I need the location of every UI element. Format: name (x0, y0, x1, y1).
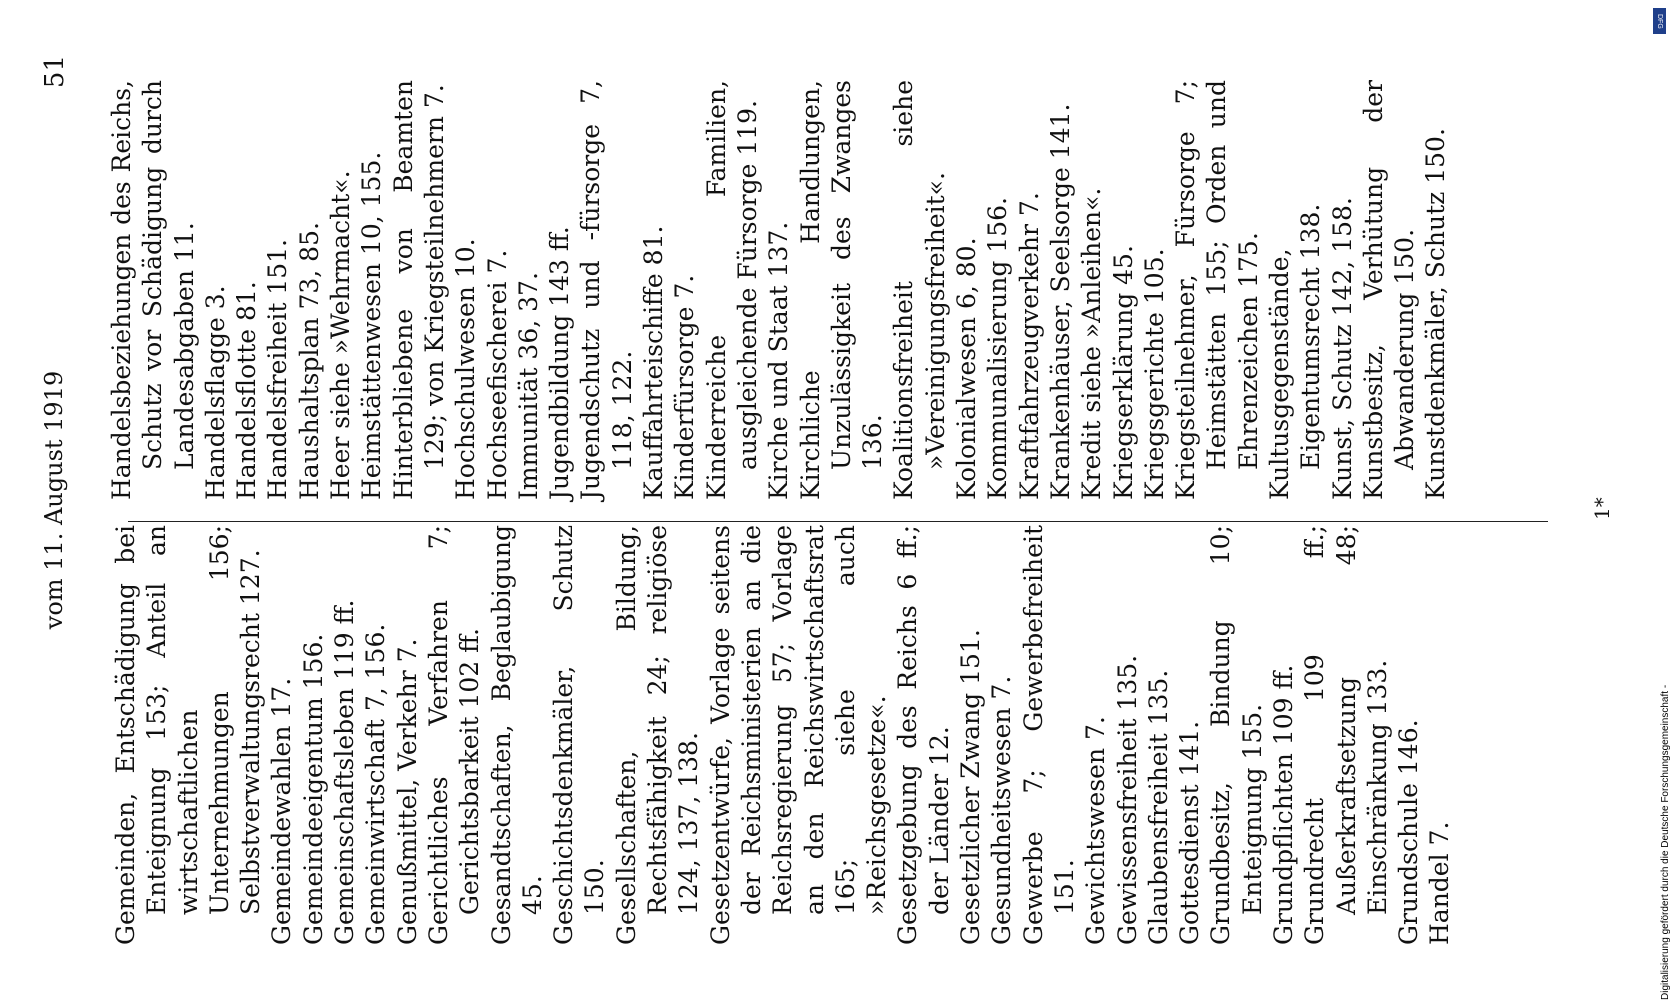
index-entry: Geschichtsdenkmäler, Schutz 150. (549, 525, 610, 945)
index-column-left (110, 525, 1456, 945)
column-divider (128, 521, 1548, 522)
index-entry: Gemeinwirtschaft 7, 156. (361, 623, 391, 945)
index-entry: Haushaltsplan 73, 85. (294, 222, 324, 500)
page-number: 51 (40, 55, 70, 89)
digitization-note: Digitalisierung gefördert durch die Deutsche Forschungsgemeinschaft - (1660, 684, 1671, 1000)
index-entry: Kriegsgerichte 105. (1139, 248, 1169, 500)
index-entry: Kultusgegenstände, Eigentumsrecht 138. (1264, 203, 1326, 500)
index-entry: Kirche und Staat 137. (764, 221, 794, 500)
index-entry: Kauffahrteischiffe 81. (639, 225, 669, 500)
page-header (40, 55, 70, 945)
index-entry: Genußmittel, Verkehr 7. (392, 638, 422, 945)
index-entry: Heimstättenwesen 10, 155. (357, 151, 387, 500)
index-entry: Gemeinden, Entschädigung bei Enteignung 153; Anteil an wirtschaftlichen Unternehmungen 156; Selbstverwaltungsrecht 127. (111, 525, 266, 945)
index-entry: Immunität 36, 37. (513, 272, 543, 500)
dfg-logo: DFG (1653, 8, 1666, 34)
index-entry: Kraftfahrzeugverkehr 7. (1014, 192, 1044, 500)
header-date: vom 11. August 1919 (40, 370, 68, 630)
index-entry: Gesetzgebung des Reichs 6 ff.; der Länder 12. (893, 525, 954, 945)
index-entry: Kolonialwesen 6, 80. (952, 237, 982, 500)
index-entry: Gesundheitswesen 7. (987, 675, 1017, 945)
index-entry: Gerichtliches Verfahren 7; Gerichtsbarkeit 102 ff. (423, 525, 485, 945)
index-entry: Gewissensfreiheit 135. (1112, 654, 1142, 945)
index-entry: Hochseefischerei 7. (482, 249, 512, 500)
index-entry: Gottesdienst 141. (1175, 720, 1205, 945)
index-entry: Gewichtswesen 7. (1081, 716, 1111, 945)
index-entry: Glaubensfreiheit 135. (1143, 669, 1173, 945)
index-entry: Gemeindeeigentum 156. (298, 633, 328, 945)
index-entry: Kunst, Schutz 142, 158. (1327, 197, 1357, 500)
index-entry: Kriegsteilnehmer, Fürsorge 7; Heimstätten 155; Orden und Ehrenzeichen 175. (1171, 80, 1263, 500)
index-entry: Gemeindewahlen 17. (267, 677, 297, 945)
index-entry: Gewerbe 7; Gewerbefreiheit 151. (1018, 525, 1079, 945)
index-entry: Grundschule 146. (1394, 719, 1424, 945)
index-entry: Hinterbliebene von Beamten 129; von Kriegsteilnehmern 7. (388, 80, 449, 500)
index-entry: Gesetzlicher Zwang 151. (956, 629, 986, 945)
index-entry: Kunstdenkmäler, Schutz 150. (1421, 128, 1451, 500)
index-entry: Gesellschaften, Bildung, Rechtsfähigkeit 24; religiöse 124, 137, 138. (611, 525, 704, 945)
signature-mark: 1* (1590, 497, 1614, 520)
index-entry: Grundrecht 109 ff.; Außerkraftsetzung 48; Einschränkung 133. (1300, 525, 1392, 945)
index-entry: Handelsflotte 81. (232, 281, 262, 500)
index-entry: Handelsfreiheit 151. (263, 239, 293, 500)
index-entry: Hochschulwesen 10. (451, 238, 481, 500)
index-column-right (106, 80, 1452, 500)
index-entry: Gesandtschaften, Beglaubigung 45. (486, 525, 547, 945)
index-entry: Grundbesitz, Bindung 10; Enteignung 155. (1206, 525, 1267, 945)
index-entry: Handelsbeziehungen des Reichs, Schutz vor Schädigung durch Landesabgaben 11. (107, 80, 199, 500)
index-entry: Krankenhäuser, Seelsorge 141. (1045, 103, 1075, 500)
index-entry: Jugendschutz und -fürsorge 7, 118, 122. (576, 80, 637, 500)
index-entry: Handel 7. (1425, 821, 1455, 945)
index-entry: Kinderfürsorge 7. (670, 274, 700, 500)
index-entry: Jugendbildung 143 ff. (545, 226, 575, 500)
index-entry: Kommunalisierung 156. (983, 197, 1013, 500)
index-entry: Gesetzentwürfe, Vorlage seitens der Reichsministerien an die Reichsregierung 57; Vorlage an den Reichswirtschaftsrat 165; siehe auch »Reichsgesetze«. (705, 525, 892, 945)
index-entry: Koalitionsfreiheit siehe »Vereinigungsfreiheit«. (889, 80, 950, 500)
index-entry: Handelsflagge 3. (200, 285, 230, 500)
index-entry: Gemeinschaftsleben 119 ff. (330, 599, 360, 945)
index-entry: Heer siehe »Wehrmacht«. (326, 170, 356, 500)
index-entry: Kinderreiche Familien, ausgleichende Fürsorge 119. (701, 80, 762, 500)
index-entry: Kunstbesitz, Verhütung der Abwanderung 150. (1358, 80, 1420, 500)
index-entry: Kredit siehe »Anleihen«. (1077, 187, 1107, 500)
index-entry: Kriegserklärung 45. (1108, 245, 1138, 500)
index-entry: Kirchliche Handlungen, Unzulässigkeit des Zwanges 136. (795, 80, 888, 500)
index-entry: Grundpflichten 109 ff. (1268, 664, 1298, 945)
